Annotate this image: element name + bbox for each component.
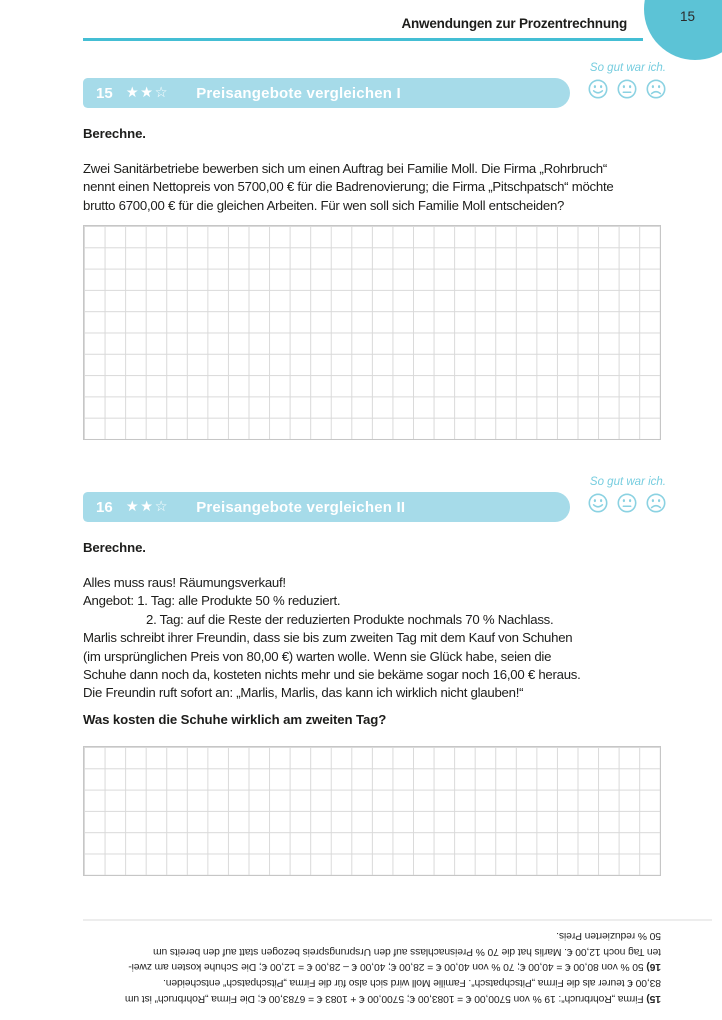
exercise-title: Preisangebote vergleichen II [196,498,406,516]
exercise-body [83,574,581,703]
instruction: Berechne. [83,126,146,141]
exercise-title: Preisangebote vergleichen I [196,84,401,102]
answer-item [61,974,661,1006]
answers-divider [83,919,712,921]
rating-label: So gut war ich. [589,476,666,488]
text-line: Marlis schreibt ihrer Freundin, dass sie bis zum zweiten Tag mit dem Kauf von Schuhen [83,630,573,646]
page-number: 15 [679,9,695,24]
rating-smileys [588,79,666,99]
exercise-number: 15 [96,84,113,102]
header-rule [83,38,643,41]
rating-group [588,476,666,513]
text-line: (im ursprünglichen Preis von 80,00 €) warten wolle. Wenn sie Glück habe, seien die [83,648,552,664]
exercise-banner-15 [83,78,570,108]
rating-label: So gut war ich. [589,62,666,74]
exercise-banner-16 [83,492,570,522]
happy-face-icon [588,79,608,99]
happy-face-icon [588,493,608,513]
text-line: nennt einen Nettopreis von 5700,00 € für die Badrenovierung; die Firma „Pitschpatsch“ möchte [83,179,614,195]
answer-line: 50 % reduzierten Preis. [556,929,661,941]
text-line: Angebot: 1. Tag: alle Produkte 50 % reduziert. [83,593,341,609]
difficulty-stars-icon: ★★☆ [125,85,170,101]
difficulty-stars-icon: ★★☆ [125,499,170,515]
exercise-body [83,160,613,215]
answer-line: ten Tag noch 12,00 €. Marlis hat die 70 % Preisnachlass auf den Ursprungspreis bezogen statt auf den bereits um [153,945,661,957]
text-line: 2. Tag: auf die Reste der reduzierten Produkte nochmals 70 % Nachlass. [146,611,554,627]
answer-line: 83,00 € teurer als die Firma „Pitschpatsch“. Familie Moll wird sich also für die Firma „Pitschpatsch“ entscheiden. [163,977,661,989]
work-grid [83,225,661,440]
exercise-question: Was kosten die Schuhe wirklich am zweiten Tag? [83,712,387,727]
rating-smileys [588,493,666,513]
answer-line: 15) Firma „Rohrbruch“: 19 % von 5700,00 € = 1083,00 €; 5700,00 € + 1083 € = 6783,00 €; Die Firma „Rohrbruch“ ist um [125,992,661,1004]
answer-item [61,927,661,974]
exercise-number: 16 [96,498,113,516]
sad-face-icon [646,79,666,99]
work-grid [83,746,661,876]
answers-block [61,927,661,1006]
text-line: brutto 6700,00 € für die gleichen Arbeiten. Für wen soll sich Familie Moll entscheiden? [83,197,565,213]
text-line: Schuhe dann noch da, kosteten nichts mehr und sie bekäme sogar noch 16,00 € heraus. [83,667,581,683]
text-line: Alles muss raus! Räumungsverkauf! [83,575,286,590]
page-title: Anwendungen zur Prozentrechnung [401,16,627,31]
neutral-face-icon [617,79,637,99]
text-line: Die Freundin ruft sofort an: „Marlis, Marlis, das kann ich wirklich nicht glauben!“ [83,685,524,701]
answer-line: 16) 50 % von 80,00 € = 40,00 €; 70 % von 40,00 € = 28,00 €; 40,00 € – 28,00 € = 12,00 €; Die Schuhe kosten am zwei- [128,961,661,973]
rating-group [588,62,666,99]
neutral-face-icon [617,493,637,513]
sad-face-icon [646,493,666,513]
instruction: Berechne. [83,540,146,555]
text-line: Zwei Sanitärbetriebe bewerben sich um einen Auftrag bei Familie Moll. Die Firma „Rohrbruch“ [83,161,608,176]
